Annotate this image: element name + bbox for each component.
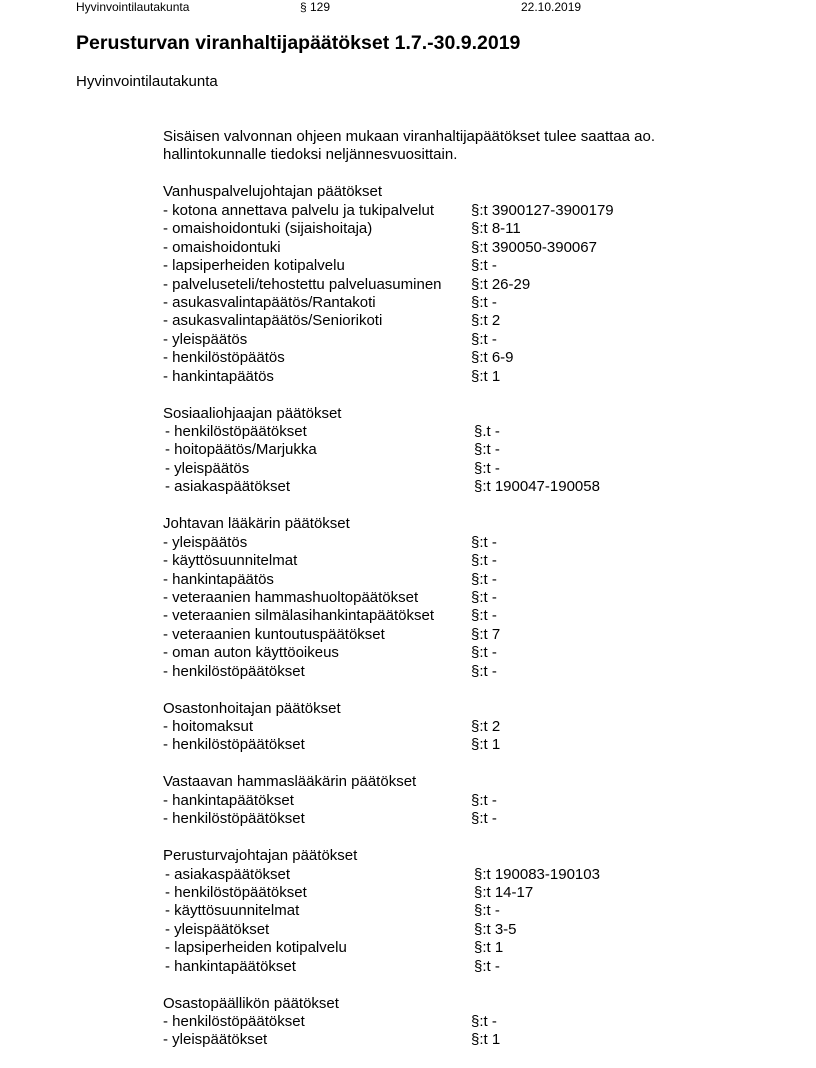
header-date: 22.10.2019 bbox=[521, 0, 582, 14]
decision-row bbox=[163, 423, 655, 441]
decision-row bbox=[163, 902, 655, 920]
decision-section-numbers: §:t 26-29 bbox=[471, 275, 531, 293]
section-heading: Osastonhoitajan päätökset bbox=[163, 699, 341, 717]
decision-section bbox=[163, 700, 655, 755]
decision-row bbox=[163, 349, 655, 367]
decision-section-numbers: §:t - bbox=[474, 957, 500, 975]
decision-row bbox=[163, 1031, 655, 1049]
decision-type: - hankintapäätös bbox=[163, 367, 274, 385]
decision-type: - asiakaspäätökset bbox=[165, 478, 291, 496]
decision-row bbox=[163, 202, 655, 220]
decision-row bbox=[163, 958, 655, 976]
decision-type: - yleispäätökset bbox=[165, 920, 270, 938]
decision-sections bbox=[163, 183, 655, 1050]
decision-type: - hoitomaksut bbox=[163, 718, 254, 736]
decision-row bbox=[163, 294, 655, 312]
decision-row bbox=[163, 921, 655, 939]
decision-type: - yleispäätös bbox=[165, 459, 250, 477]
decision-section bbox=[163, 995, 655, 1050]
decision-type: - veteraanien kuntoutuspäätökset bbox=[163, 625, 385, 643]
decision-type: - henkilöstöpäätös bbox=[163, 349, 285, 367]
header-committee: Hyvinvointilautakunta bbox=[76, 0, 190, 14]
decision-type: - veteraanien hammashuoltopäätökset bbox=[163, 588, 419, 606]
decision-type: - omaishoidontuki (sijaishoitaja) bbox=[163, 220, 373, 238]
decision-section bbox=[163, 773, 655, 828]
decision-section-numbers: §:t 190083-190103 bbox=[474, 865, 600, 883]
decision-type: - henkilöstöpäätökset bbox=[163, 1013, 305, 1031]
decision-type: - hoitopäätös/Marjukka bbox=[165, 441, 317, 459]
decision-type: - käyttösuunnitelmat bbox=[163, 552, 298, 570]
intro-paragraph bbox=[163, 128, 655, 165]
header-section-number: § 129 bbox=[300, 0, 331, 14]
section-heading: Vanhuspalvelujohtajan päätökset bbox=[163, 183, 383, 201]
decision-section-numbers: §:t - bbox=[471, 293, 497, 311]
decision-section-numbers: §:t - bbox=[471, 791, 497, 809]
decision-section-numbers: §:t 1 bbox=[471, 1031, 501, 1049]
decision-section bbox=[163, 183, 655, 386]
decision-type: - hankintapäätökset bbox=[165, 957, 296, 975]
decision-row bbox=[163, 257, 655, 275]
decision-row bbox=[163, 534, 655, 552]
decision-row bbox=[163, 607, 655, 625]
decision-section-numbers: §:t - bbox=[471, 588, 497, 606]
decision-section-numbers: §:t 6-9 bbox=[471, 349, 514, 367]
decision-section-numbers: §:t - bbox=[471, 810, 497, 828]
decision-type: - lapsiperheiden kotipalvelu bbox=[163, 257, 345, 275]
decision-row bbox=[163, 792, 655, 810]
decision-row bbox=[163, 939, 655, 957]
decision-type: - lapsiperheiden kotipalvelu bbox=[165, 939, 347, 957]
decision-section bbox=[163, 847, 655, 976]
decision-section-numbers: §:t 7 bbox=[471, 625, 501, 643]
decision-row bbox=[163, 460, 655, 478]
document-body bbox=[163, 128, 655, 1068]
decision-row bbox=[163, 626, 655, 644]
decision-section bbox=[163, 515, 655, 681]
intro-line: Sisäisen valvonnan ohjeen mukaan viranhaltijapäätökset tulee saattaa ao. bbox=[163, 128, 655, 145]
decision-row bbox=[163, 589, 655, 607]
decision-row bbox=[163, 718, 655, 736]
section-heading: Johtavan lääkärin päätökset bbox=[163, 515, 350, 533]
decision-type: - asukasvalintapäätös/Seniorikoti bbox=[163, 312, 383, 330]
decision-row bbox=[163, 736, 655, 754]
decision-row bbox=[163, 644, 655, 662]
decision-type: - yleispäätös bbox=[163, 533, 248, 551]
decision-section-numbers: §.t - bbox=[474, 423, 500, 441]
decision-section-numbers: §:t - bbox=[474, 902, 500, 920]
decision-type: - palveluseteli/tehostettu palveluasuminen bbox=[163, 275, 442, 293]
decision-row bbox=[163, 810, 655, 828]
decision-section-numbers: §:t 3900127-3900179 bbox=[471, 201, 614, 219]
decision-section-numbers: §:t 390050-390067 bbox=[471, 238, 597, 256]
decision-type: - asukasvalintapäätös/Rantakoti bbox=[163, 293, 376, 311]
decision-section-numbers: §:t 2 bbox=[471, 312, 501, 330]
decision-section-numbers: §:t - bbox=[471, 644, 497, 662]
section-heading: Osastopäällikön päätökset bbox=[163, 994, 339, 1012]
decision-section-numbers: §:t 1 bbox=[474, 939, 504, 957]
decision-row bbox=[163, 552, 655, 570]
intro-line: hallintokunnalle tiedoksi neljännesvuosittain. bbox=[163, 146, 458, 164]
decision-row bbox=[163, 312, 655, 330]
decision-type: - henkilöstöpäätökset bbox=[165, 423, 307, 441]
decision-section-numbers: §:t 8-11 bbox=[471, 220, 521, 238]
decision-row bbox=[163, 331, 655, 349]
decision-type: - asiakaspäätökset bbox=[165, 865, 291, 883]
decision-row bbox=[163, 866, 655, 884]
section-heading: Sosiaaliohjaajan päätökset bbox=[163, 404, 342, 422]
decision-section-numbers: §:t 2 bbox=[471, 718, 501, 736]
decision-row bbox=[163, 220, 655, 238]
decision-type: - hankintapäätökset bbox=[163, 791, 294, 809]
decision-row bbox=[163, 239, 655, 257]
decision-section-numbers: §:t 1 bbox=[471, 736, 501, 754]
section-heading: Vastaavan hammaslääkärin päätökset bbox=[163, 773, 417, 791]
decision-section-numbers: §:t - bbox=[474, 459, 500, 477]
decision-section-numbers: §:t 3-5 bbox=[474, 920, 517, 938]
decision-type: - henkilöstöpäätökset bbox=[165, 883, 307, 901]
decision-type: - henkilöstöpäätökset bbox=[163, 736, 305, 754]
decision-type: - kotona annettava palvelu ja tukipalvelut bbox=[163, 201, 435, 219]
decision-section-numbers: §:t 190047-190058 bbox=[474, 478, 600, 496]
decision-row bbox=[163, 368, 655, 386]
decision-section-numbers: §:t 1 bbox=[471, 367, 501, 385]
decision-type: - käyttösuunnitelmat bbox=[165, 902, 300, 920]
decision-row bbox=[163, 478, 655, 496]
decision-type: - veteraanien silmälasihankintapäätökset bbox=[163, 607, 434, 625]
decision-section-numbers: §:t - bbox=[471, 662, 497, 680]
decision-type: - yleispäätös bbox=[163, 330, 248, 348]
decision-row bbox=[163, 441, 655, 459]
decision-section-numbers: §:t - bbox=[471, 1013, 497, 1031]
decision-row bbox=[163, 884, 655, 902]
decision-type: - yleispäätökset bbox=[163, 1031, 268, 1049]
decision-type: - hankintapäätös bbox=[163, 570, 274, 588]
decision-row bbox=[163, 276, 655, 294]
decision-type: - oman auton käyttöoikeus bbox=[163, 644, 339, 662]
decision-row bbox=[163, 663, 655, 681]
decision-section-numbers: §:t - bbox=[471, 552, 497, 570]
decision-section bbox=[163, 405, 655, 497]
page-subtitle: Hyvinvointilautakunta bbox=[76, 73, 218, 90]
decision-type: - omaishoidontuki bbox=[163, 238, 281, 256]
decision-section-numbers: §:t - bbox=[474, 441, 500, 459]
decision-row bbox=[163, 1013, 655, 1031]
decision-section-numbers: §:t - bbox=[471, 330, 497, 348]
decision-section-numbers: §:t - bbox=[471, 533, 497, 551]
decision-section-numbers: §:t 14-17 bbox=[474, 883, 534, 901]
decision-type: - henkilöstöpäätökset bbox=[163, 662, 305, 680]
decision-section-numbers: §:t - bbox=[471, 607, 497, 625]
decision-row bbox=[163, 571, 655, 589]
decision-type: - henkilöstöpäätökset bbox=[163, 810, 305, 828]
section-heading: Perusturvajohtajan päätökset bbox=[163, 847, 358, 865]
decision-section-numbers: §:t - bbox=[471, 570, 497, 588]
page-title: Perusturvan viranhaltijapäätökset 1.7.-30.9.2019 bbox=[76, 32, 521, 54]
decision-section-numbers: §:t - bbox=[471, 257, 497, 275]
